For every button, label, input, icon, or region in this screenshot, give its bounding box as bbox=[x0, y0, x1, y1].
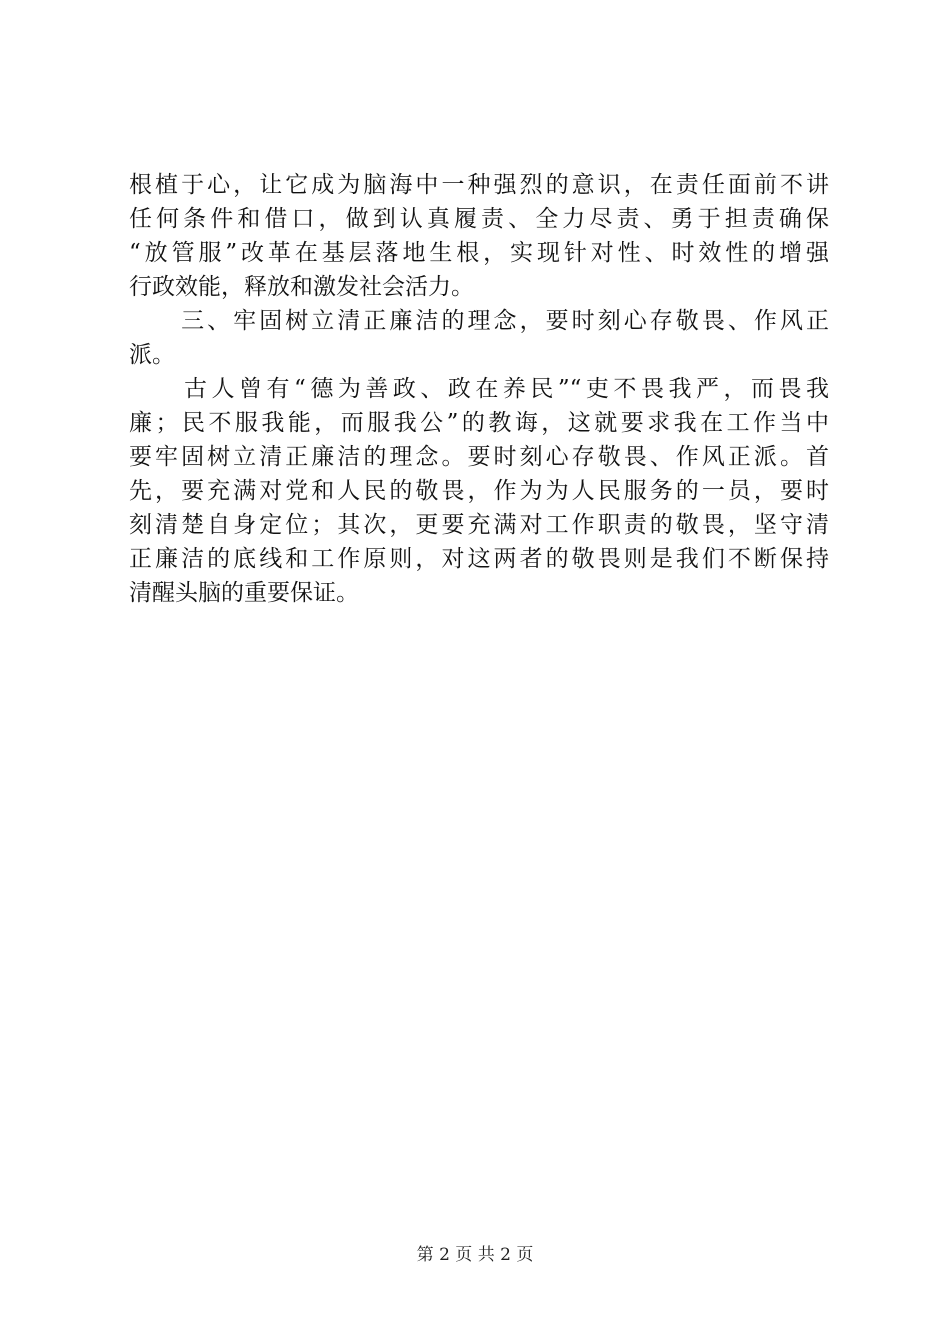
section-heading-line: 派。 bbox=[129, 342, 175, 368]
text-line: 任何条件和借口，做到认真履责、全力尽责、勇于担责确保 bbox=[129, 206, 829, 232]
text-line: “放管服”改革在基层落地生根，实现针对性、时效性的增强 bbox=[129, 240, 829, 266]
text-line: 先，要充满对党和人民的敬畏，作为为人民服务的一员，要时 bbox=[129, 478, 829, 504]
page-number-footer: 第 2 页 共 2 页 bbox=[416, 1245, 534, 1265]
text-line: 要牢固树立清正廉洁的理念。要时刻心存敬畏、作风正派。首 bbox=[129, 444, 829, 470]
text-line: 廉；民不服我能，而服我公”的教诲，这就要求我在工作当中 bbox=[129, 410, 829, 436]
text-line: 清醒头脑的重要保证。 bbox=[129, 580, 359, 606]
text-line: 根植于心，让它成为脑海中一种强烈的意识，在责任面前不讲 bbox=[129, 172, 829, 198]
text-line: 行政效能，释放和激发社会活力。 bbox=[129, 274, 474, 300]
section-heading-line: 三、牢固树立清正廉洁的理念，要时刻心存敬畏、作风正 bbox=[129, 308, 829, 334]
text-line: 刻清楚自身定位；其次，更要充满对工作职责的敬畏，坚守清 bbox=[129, 512, 829, 538]
text-line: 正廉洁的底线和工作原则，对这两者的敬畏则是我们不断保持 bbox=[129, 546, 829, 572]
document-body bbox=[129, 168, 829, 610]
text-line: 古人曾有“德为善政、政在养民”“吏不畏我严，而畏我 bbox=[129, 376, 829, 402]
